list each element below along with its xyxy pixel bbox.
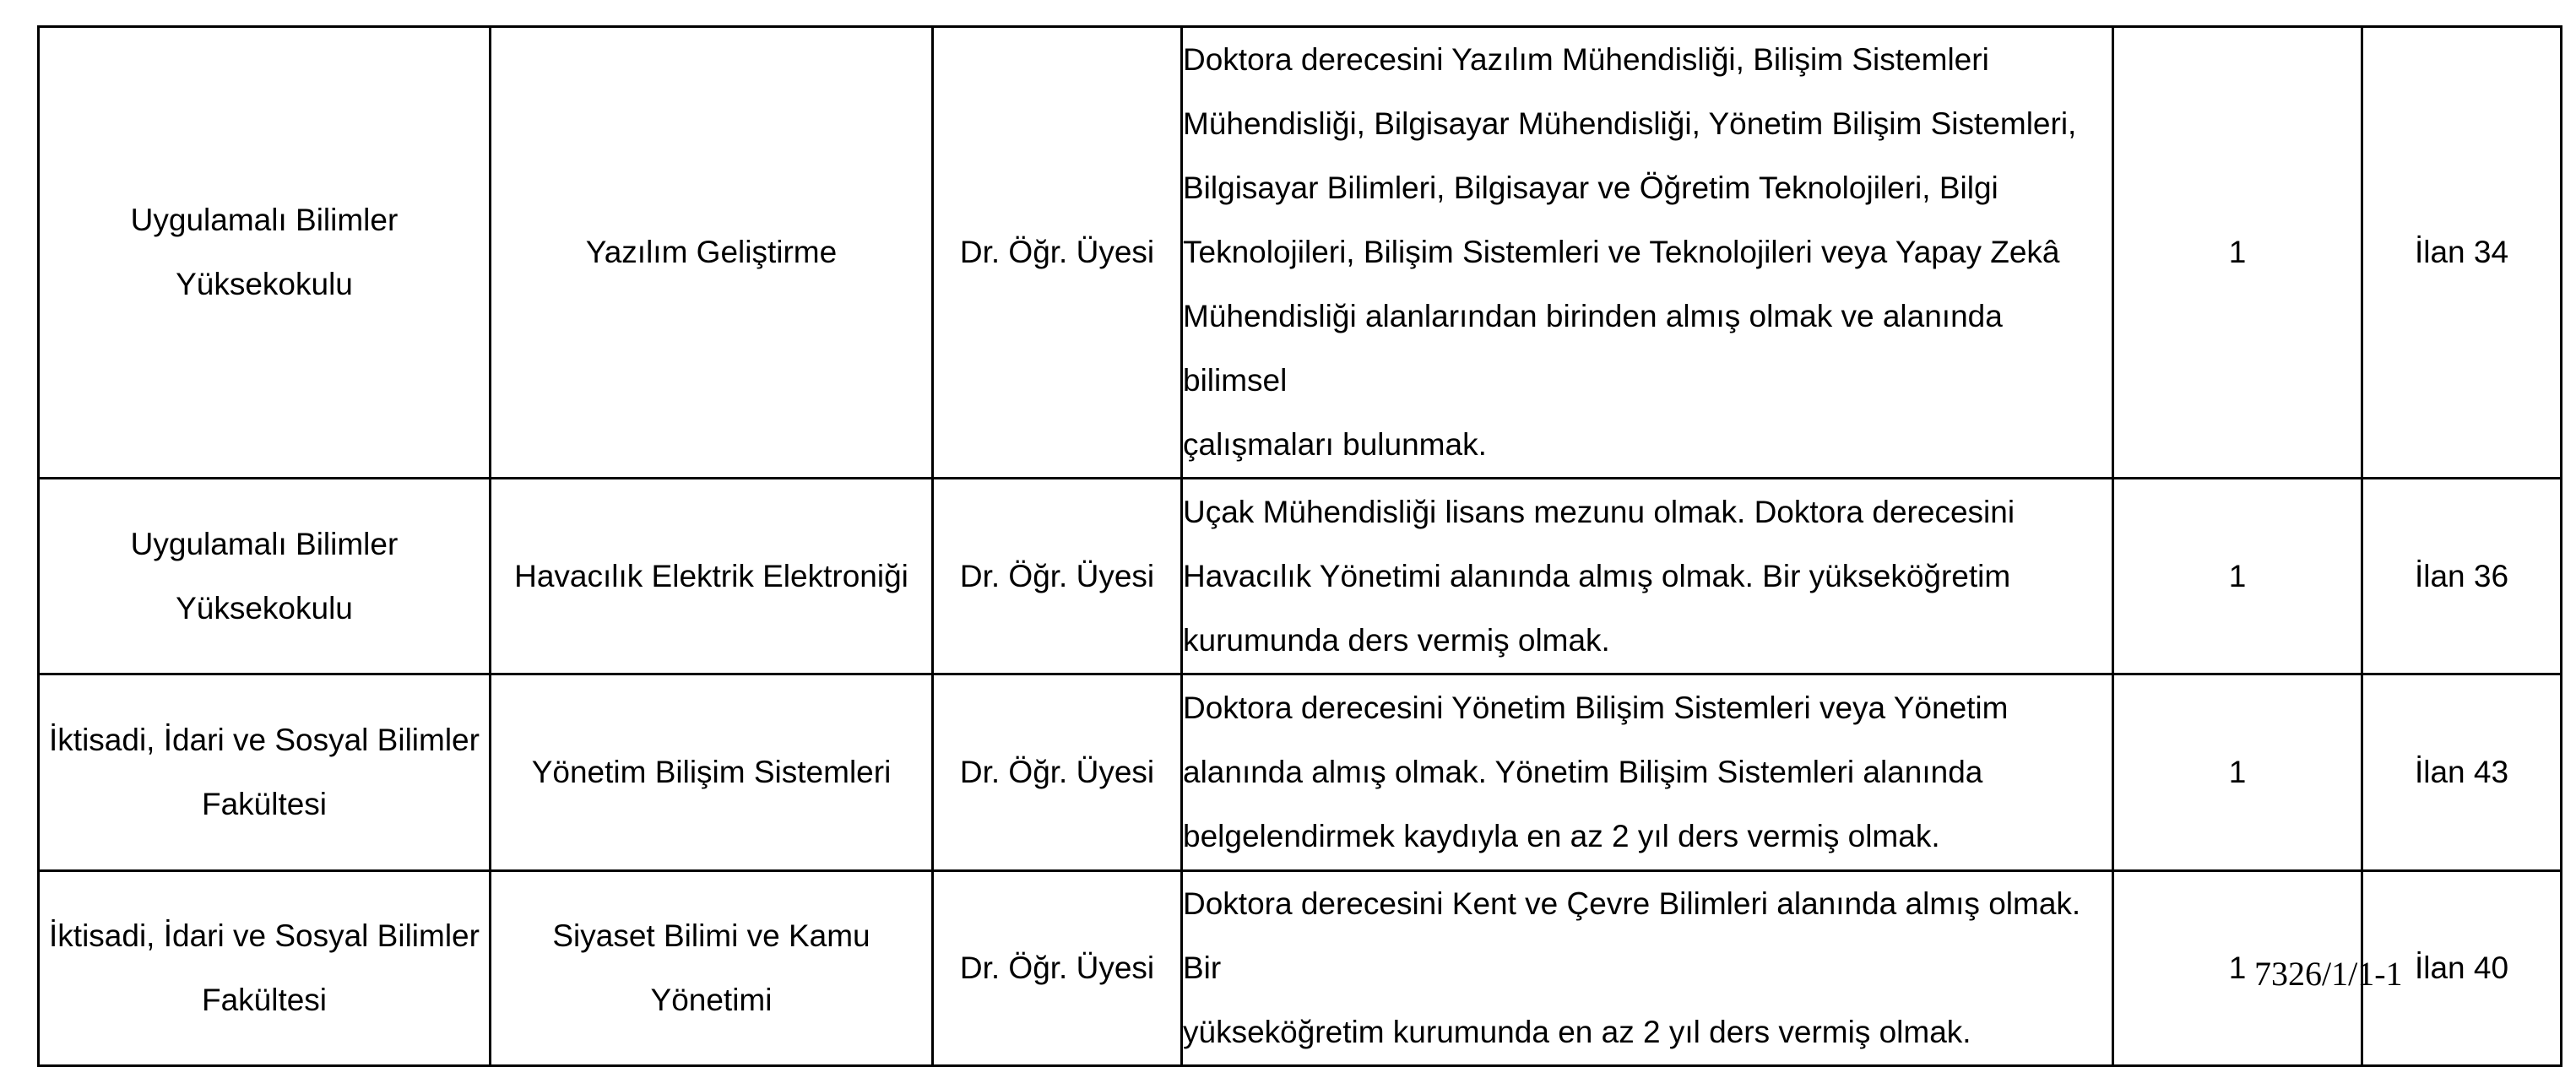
title-cell bbox=[933, 27, 1182, 479]
unit-cell bbox=[39, 479, 491, 674]
unit-line: Fakültesi bbox=[201, 983, 328, 1017]
table-row bbox=[39, 479, 2562, 674]
requirement-line: kurumunda ders vermiş olmak. bbox=[1183, 622, 1610, 658]
requirement-line: Havacılık Yönetimi alanında almış olmak. Bir yükseköğretim bbox=[1183, 558, 2011, 593]
title-cell bbox=[933, 871, 1182, 1066]
unit-line: Uygulamalı Bilimler bbox=[130, 203, 399, 237]
academic-title: Dr. Öğr. Üyesi bbox=[959, 755, 1155, 789]
table-row bbox=[39, 27, 2562, 479]
notice-cell bbox=[2362, 674, 2562, 871]
department-line: Siyaset Bilimi ve Kamu bbox=[552, 918, 870, 953]
table-row bbox=[39, 871, 2562, 1066]
department-line: Havacılık Elektrik Elektroniği bbox=[514, 558, 908, 593]
notice-number: İlan 36 bbox=[2414, 558, 2509, 593]
requirement-line: çalışmaları bulunmak. bbox=[1183, 427, 1487, 462]
unit-cell bbox=[39, 674, 491, 871]
position-count: 1 bbox=[2228, 558, 2247, 593]
requirements-cell bbox=[1182, 27, 2113, 479]
requirement-line: Teknolojileri, Bilişim Sistemleri ve Teknolojileri veya Yapay Zekâ bbox=[1183, 235, 2060, 269]
notice-number: İlan 34 bbox=[2414, 235, 2509, 269]
requirements-cell bbox=[1182, 479, 2113, 674]
position-count: 1 bbox=[2228, 755, 2247, 789]
count-cell bbox=[2113, 27, 2362, 479]
department-cell bbox=[491, 674, 933, 871]
unit-cell bbox=[39, 871, 491, 1066]
unit-line: Yüksekokulu bbox=[176, 590, 353, 626]
requirement-line: Doktora derecesini Kent ve Çevre Bilimleri alanında almış olmak. Bir bbox=[1183, 886, 2081, 985]
department-cell bbox=[491, 27, 933, 479]
unit-cell bbox=[39, 27, 491, 479]
department-cell bbox=[491, 871, 933, 1066]
requirements-cell bbox=[1182, 871, 2113, 1066]
department-cell bbox=[491, 479, 933, 674]
requirement-line: Doktora derecesini Yazılım Mühendisliği, Bilişim Sistemleri bbox=[1183, 42, 1989, 77]
department-line: Yazılım Geliştirme bbox=[585, 235, 838, 269]
title-cell bbox=[933, 479, 1182, 674]
academic-title: Dr. Öğr. Üyesi bbox=[959, 558, 1155, 593]
count-cell bbox=[2113, 479, 2362, 674]
title-cell bbox=[933, 674, 1182, 871]
requirement-line: belgelendirmek kaydıyla en az 2 yıl ders vermiş olmak. bbox=[1183, 819, 1940, 853]
academic-title: Dr. Öğr. Üyesi bbox=[959, 235, 1155, 269]
table-row bbox=[39, 674, 2562, 871]
requirement-line: Mühendisliği, Bilgisayar Mühendisliği, Yönetim Bilişim Sistemleri, bbox=[1183, 106, 2077, 141]
position-listing-table bbox=[37, 25, 2562, 1067]
department-line: Yönetimi bbox=[650, 983, 773, 1017]
requirement-line: alanında almış olmak. Yönetim Bilişim Sistemleri alanında bbox=[1183, 755, 1983, 789]
unit-line: Yüksekokulu bbox=[176, 267, 353, 301]
notice-cell bbox=[2362, 479, 2562, 674]
notice-cell bbox=[2362, 27, 2562, 479]
requirement-line: Doktora derecesini Yönetim Bilişim Sistemleri veya Yönetim bbox=[1183, 691, 2009, 725]
notice-number: İlan 43 bbox=[2414, 755, 2509, 789]
department-line: Yönetim Bilişim Sistemleri bbox=[531, 755, 892, 789]
requirement-line: Bilgisayar Bilimleri, Bilgisayar ve Öğretim Teknolojileri, Bilgi bbox=[1183, 171, 1998, 205]
notice-number: İlan 40 bbox=[2414, 951, 2509, 985]
requirement-line: Uçak Mühendisliği lisans mezunu olmak. Doktora derecesini bbox=[1183, 494, 2015, 529]
unit-line: Uygulamalı Bilimler bbox=[130, 526, 399, 561]
requirement-line: Mühendisliği alanlarından birinden almış olmak ve alanında bilimsel bbox=[1183, 299, 2003, 398]
count-cell bbox=[2113, 674, 2362, 871]
page-code: 7326/1/1-1 bbox=[2254, 955, 2403, 993]
position-count: 1 bbox=[2228, 951, 2247, 985]
academic-title: Dr. Öğr. Üyesi bbox=[959, 951, 1155, 985]
unit-line: İktisadi, İdari ve Sosyal Bilimler bbox=[49, 918, 480, 953]
requirement-line: yükseköğretim kurumunda en az 2 yıl ders vermiş olmak. bbox=[1183, 1015, 1971, 1049]
unit-line: Fakültesi bbox=[201, 787, 328, 821]
position-count: 1 bbox=[2228, 235, 2247, 269]
requirements-cell bbox=[1182, 674, 2113, 871]
unit-line: İktisadi, İdari ve Sosyal Bilimler bbox=[49, 723, 480, 757]
